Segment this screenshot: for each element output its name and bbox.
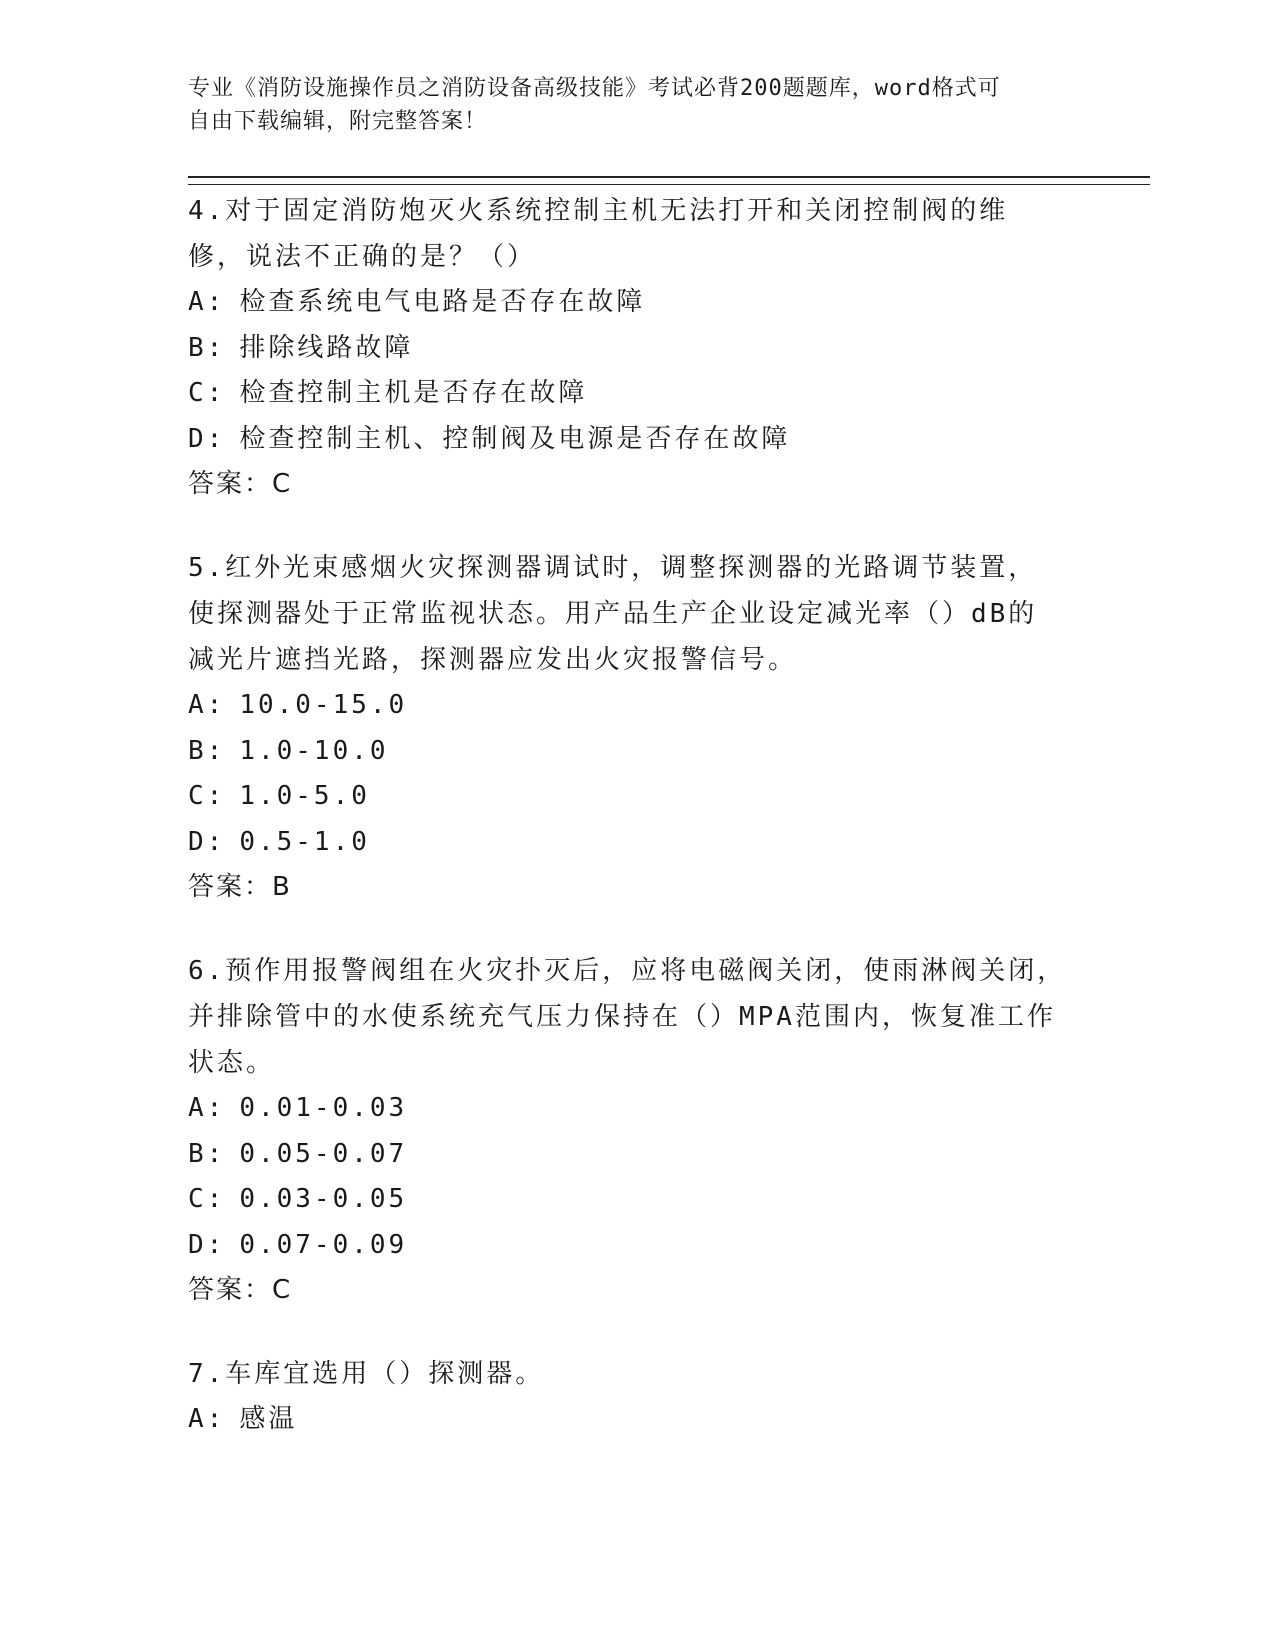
question-list (188, 188, 1088, 1481)
option-text: 排除线路故障 (239, 332, 414, 363)
option-text: 感温 (239, 1404, 298, 1434)
option-letter: A : (188, 690, 239, 720)
option-letter: A : (188, 1093, 239, 1123)
option-letter: B : (188, 736, 239, 766)
option-letter: A : (188, 287, 239, 317)
answer-label: 答案 ： (188, 1275, 272, 1305)
option-text: 检查系统电气电路是否存在故障 (239, 287, 646, 317)
option-letter: D : (188, 424, 239, 454)
answer-value: C (272, 1275, 293, 1305)
header-divider (188, 176, 1150, 185)
option-text: 0.01-0.03 (239, 1093, 408, 1123)
document-header (188, 72, 1088, 138)
option-text: 检查控制主机、控制阀及电源是否存在故障 (239, 423, 791, 454)
question-6 (188, 948, 1088, 1313)
answer-line (188, 1268, 1088, 1313)
option-text: 0.03-0.05 (239, 1184, 408, 1214)
option-text: 1.0-5.0 (239, 781, 370, 811)
question-stem: 4.对于固定消防炮灭火系统控制主机无法打开和关闭控制阀的维修，说法不正确的是？（） (188, 196, 1009, 272)
question-stem: 5.红外光束感烟火灾探测器调试时，调整探测器的光路调节装置，使探测器处于正常监视状态。用产品生产企业设定减光率（）dB的减光片遮挡光路，探测器应发出火灾报警信号。 (188, 553, 1038, 675)
option-text: 10.0-15.0 (239, 690, 408, 720)
answer-value: B (272, 872, 292, 902)
option-text: 0.07-0.09 (239, 1229, 408, 1260)
option-letter: D : (188, 1230, 239, 1260)
question-stem: 7.车库宜选用（）探测器。 (188, 1359, 545, 1389)
answer-label: 答案 ： (188, 872, 272, 902)
option-text: 0.5-1.0 (239, 826, 370, 857)
answer-value: C (272, 469, 293, 499)
option-c (188, 371, 1088, 417)
option-letter: C : (188, 1184, 239, 1214)
option-letter: B : (188, 1139, 239, 1169)
answer-line (188, 462, 1088, 507)
option-a (188, 280, 1088, 326)
option-c (188, 1177, 1088, 1223)
option-b (188, 1132, 1088, 1178)
option-text: 检查控制主机是否存在故障 (239, 378, 588, 408)
header-line-2: 自由下载编辑，附完整答案！ (188, 109, 488, 134)
answer-label: 答案 ： (188, 469, 272, 499)
option-text: 1.0-10.0 (239, 735, 389, 766)
question-4 (188, 188, 1088, 507)
question-5 (188, 545, 1088, 910)
option-b (188, 729, 1088, 775)
option-letter: C : (188, 781, 239, 811)
option-d (188, 417, 1088, 463)
option-c (188, 774, 1088, 820)
header-line-1: 专业《消防设施操作员之消防设备高级技能》考试必背200题题库，word格式可 (188, 76, 1001, 101)
option-text: 0.05-0.07 (239, 1138, 408, 1169)
option-a (188, 1397, 1088, 1443)
option-d (188, 820, 1088, 866)
option-letter: D : (188, 827, 239, 857)
question-7 (188, 1351, 1088, 1443)
option-letter: C : (188, 378, 239, 408)
option-a (188, 683, 1088, 729)
option-letter: A : (188, 1404, 239, 1434)
question-stem: 6.预作用报警阀组在火灾扑灭后，应将电磁阀关闭，使雨淋阀关闭，并排除管中的水使系统充气压力保持在（）MPA范围内，恢复准工作状态。 (188, 956, 1067, 1078)
option-a (188, 1086, 1088, 1132)
option-d (188, 1223, 1088, 1269)
answer-line (188, 865, 1088, 910)
option-b (188, 326, 1088, 372)
option-letter: B : (188, 333, 239, 363)
